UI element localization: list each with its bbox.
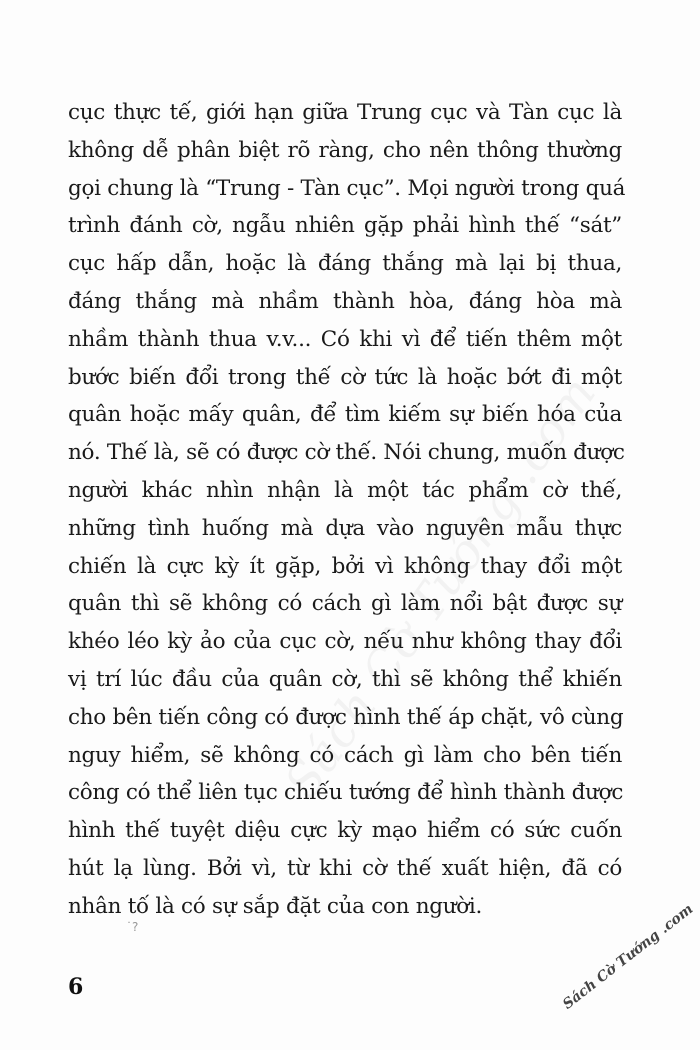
- page-number: 6: [68, 974, 84, 1000]
- text-line: cho bên tiến công có được hình thế áp chặt, vô cùng: [68, 704, 624, 730]
- text-line: những tình huống mà dựa vào nguyên mẫu thực: [68, 515, 622, 541]
- text-line: quân thì sẽ không có cách gì làm nổi bật được sự: [68, 591, 622, 617]
- text-line: hình thế tuyệt diệu cực kỳ mạo hiểm có sức cuốn: [68, 818, 622, 844]
- text-line: chiến là cực kỳ ít gặp, bởi vì không thay đổi một: [68, 553, 622, 579]
- text-line: nhầm thành thua v.v... Có khi vì để tiến thêm một: [68, 326, 622, 352]
- text-line: trình đánh cờ, ngẫu nhiên gặp phải hình thế “sát”: [68, 213, 622, 239]
- text-line: quân hoặc mấy quân, để tìm kiếm sự biến hóa của: [68, 402, 622, 428]
- text-line: nguy hiểm, sẽ không có cách gì làm cho bên tiến: [68, 742, 622, 768]
- scan-speck: ˙?: [126, 920, 139, 934]
- watermark-logo: Sách Cờ Tướng .com: [560, 901, 697, 1013]
- text-line: bước biến đổi trong thế cờ tức là hoặc bớt đi một: [68, 364, 622, 390]
- text-line: người khác nhìn nhận là một tác phẩm cờ thế,: [68, 477, 622, 503]
- text-line: hút lạ lùng. Bởi vì, từ khi cờ thế xuất hiện, đã có: [68, 855, 622, 881]
- text-line-last: nhân tố là có sự sắp đặt của con người.: [68, 893, 483, 919]
- text-line: khéo léo kỳ ảo của cục cờ, nếu như không thay đổi: [68, 629, 622, 655]
- text-line: đáng thắng mà nhầm thành hòa, đáng hòa mà: [68, 288, 622, 314]
- text-line: cục thực tế, giới hạn giữa Trung cục và Tàn cục là: [68, 100, 622, 125]
- text-line: không dễ phân biệt rõ ràng, cho nên thông thường: [68, 137, 622, 163]
- text-line: gọi chung là “Trung - Tàn cục”. Mọi người trong quá: [68, 175, 626, 201]
- text-line: công có thể liên tục chiếu tướng để hình thành được: [68, 780, 624, 806]
- text-line: vị trí lúc đầu của quân cờ, thì sẽ không thể khiến: [68, 666, 622, 692]
- text-line: nó. Thế là, sẽ có được cờ thế. Nói chung, muốn được: [68, 440, 625, 466]
- body-text: [68, 94, 626, 926]
- text-line: cục hấp dẫn, hoặc là đáng thắng mà lại bị thua,: [68, 251, 622, 277]
